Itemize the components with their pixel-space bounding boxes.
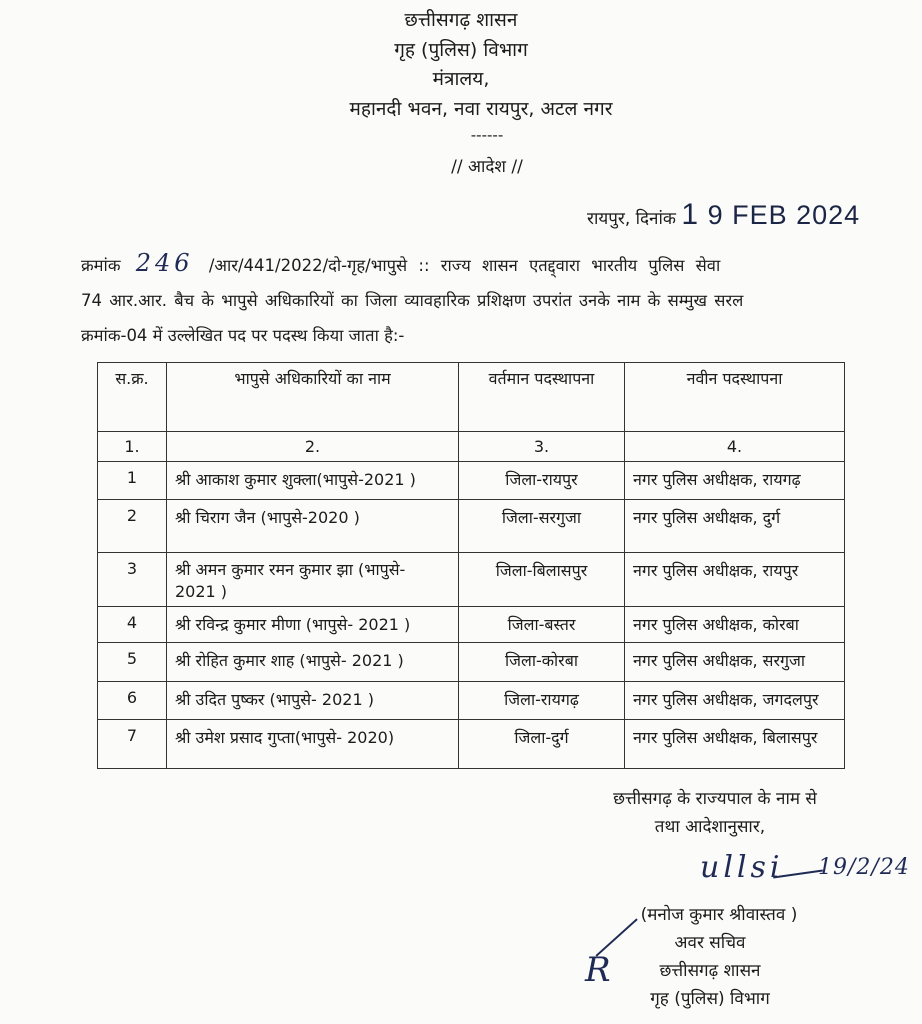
- cell-new-posting: नगर पुलिस अधीक्षक, कोरबा: [625, 607, 845, 643]
- cell-current-posting: जिला-दुर्ग: [459, 720, 625, 769]
- cell-new-posting: नगर पुलिस अधीक्षक, बिलासपुर: [625, 720, 845, 769]
- table-row: [98, 553, 845, 607]
- cell-serial: 3: [98, 553, 167, 607]
- date-stamp-digit: 1: [681, 198, 700, 231]
- date-stamp: [681, 200, 860, 230]
- table-row: [98, 643, 845, 682]
- cell-officer-name: श्री रोहित कुमार शाह (भापुसे- 2021 ): [167, 643, 459, 682]
- order-line-1: [81, 246, 851, 283]
- index-cell: 2.: [167, 432, 459, 462]
- cell-current-posting: जिला-रायगढ़: [459, 682, 625, 720]
- signature-scribble: ullsi: [700, 850, 784, 885]
- cell-officer-name: श्री उमेश प्रसाद गुप्ता(भापुसे- 2020): [167, 720, 459, 769]
- header-officer-name: भापुसे अधिकारियों का नाम: [167, 363, 459, 432]
- order-line-2: 74 आर.आर. बैच के भापुसे अधिकारियों का जिला व्यावहारिक प्रशिक्षण उपरांत उनके नाम के सम्मुख सरल: [81, 291, 744, 310]
- cell-serial: 7: [98, 720, 167, 769]
- cell-serial: 5: [98, 643, 167, 682]
- table-header-row: [98, 363, 845, 432]
- cell-serial: 1: [98, 462, 167, 500]
- signatory-name: (मनोज कुमार श्रीवास्तव ): [640, 905, 798, 925]
- signatory-department: गृह (पुलिस) विभाग: [650, 989, 770, 1009]
- signatory-designation: अवर सचिव: [674, 933, 746, 953]
- date-place-label: रायपुर, दिनांक: [587, 209, 676, 229]
- cell-officer-name: श्री चिराग जैन (भापुसे-2020 ): [167, 500, 459, 553]
- cell-serial: 6: [98, 682, 167, 720]
- order-number-label: क्रमांक: [81, 256, 121, 275]
- postings-table: [97, 362, 845, 769]
- cell-current-posting: जिला-सरगुजा: [459, 500, 625, 553]
- order-line-1-text: /आर/441/2022/दो-गृह/भापुसे :: राज्य शासन एतद्द्वारा भारतीय पुलिस सेवा: [208, 256, 721, 275]
- table-row: [98, 607, 845, 643]
- cell-current-posting: जिला-रायपुर: [459, 462, 625, 500]
- header-govt: छत्तीसगढ़ शासन: [404, 9, 518, 31]
- date-stamp-rest: 9 FEB 2024: [707, 200, 861, 230]
- order-paragraph: [81, 246, 851, 353]
- cell-serial: 4: [98, 607, 167, 643]
- order-line-3: क्रमांक-04 में उल्लेखित पद पर पदस्थ किया जाता है:-: [81, 326, 405, 345]
- index-cell: 3.: [459, 432, 625, 462]
- header-new-posting: नवीन पदस्थापना: [625, 363, 845, 432]
- cell-current-posting: जिला-कोरबा: [459, 643, 625, 682]
- cell-new-posting: नगर पुलिस अधीक्षक, रायपुर: [625, 553, 845, 607]
- cell-new-posting: नगर पुलिस अधीक्षक, रायगढ़: [625, 462, 845, 500]
- cell-officer-name: श्री रविन्द्र कुमार मीणा (भापुसे- 2021 ): [167, 607, 459, 643]
- authority-line-1: छत्तीसगढ़ के राज्यपाल के नाम से: [613, 789, 817, 809]
- order-number-handwritten: 246: [135, 249, 194, 277]
- cell-officer-name: श्री उदित पुष्कर (भापुसे- 2021 ): [167, 682, 459, 720]
- date-line: [587, 198, 860, 232]
- authority-line-2: तथा आदेशानुसार,: [654, 817, 766, 837]
- order-title: // आदेश //: [451, 157, 523, 177]
- header-department: गृह (पुलिस) विभाग: [394, 39, 528, 61]
- cell-new-posting: नगर पुलिस अधीक्षक, सरगुजा: [625, 643, 845, 682]
- initial-mark: R: [585, 950, 615, 990]
- cell-officer-name: श्री अमन कुमार रमन कुमार झा (भापुसे- 2021 ): [167, 553, 459, 607]
- header-divider: ------: [470, 126, 504, 144]
- cell-new-posting: नगर पुलिस अधीक्षक, जगदलपुर: [625, 682, 845, 720]
- cell-officer-name: श्री आकाश कुमार शुक्ला(भापुसे-2021 ): [167, 462, 459, 500]
- index-cell: 4.: [625, 432, 845, 462]
- table-row: [98, 682, 845, 720]
- header-serial: स.क्र.: [98, 363, 167, 432]
- table-row: [98, 720, 845, 769]
- index-cell: 1.: [98, 432, 167, 462]
- header-ministry: मंत्रालय,: [432, 68, 490, 90]
- cell-serial: 2: [98, 500, 167, 553]
- signatory-govt: छत्तीसगढ़ शासन: [659, 961, 761, 981]
- header-current-posting: वर्तमान पदस्थापना: [459, 363, 625, 432]
- table-row: [98, 500, 845, 553]
- cell-current-posting: जिला-बस्तर: [459, 607, 625, 643]
- table-index-row: [98, 432, 845, 462]
- header-address: महानदी भवन, नवा रायपुर, अटल नगर: [349, 98, 613, 120]
- cell-current-posting: जिला-बिलासपुर: [459, 553, 625, 607]
- cell-new-posting: नगर पुलिस अधीक्षक, दुर्ग: [625, 500, 845, 553]
- signature-date: 19/2/24: [818, 855, 910, 880]
- table-row: [98, 462, 845, 500]
